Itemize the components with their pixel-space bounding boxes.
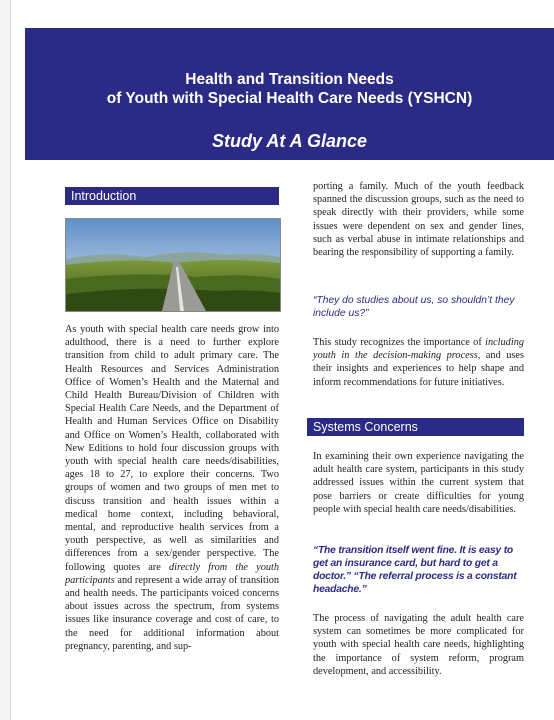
header-banner: [25, 28, 554, 160]
systems-paragraph-1: In examining their own experience navigating the adult health care system, participants in this study addressed issues within the current system that pose barriers or create difficulties for young people with special health care needs/disabilities.: [313, 451, 524, 515]
document-title: [25, 70, 554, 108]
recognition-text-italic: including youth in the decision-making process: [313, 337, 524, 362]
section-heading-systems-concerns: Systems Concerns: [307, 418, 524, 436]
continued-paragraph: porting a family. Much of the youth feedback spanned the discussion groups, such as the need to speak directly with their providers, while some issues were dependent on sex and gender lines, such as verbal abuse in intimate relationships and bearing the responsibility of supporting a family.: [313, 181, 524, 259]
intro-text-italic: directly from the youth participants: [65, 561, 279, 586]
recognition-paragraph: [313, 336, 524, 389]
systems-paragraph-2: The process of navigating the adult health care system can sometimes be more complicated for youth with special health care needs, highlighting the importance of system reform, program development, and accessibility.: [313, 613, 524, 677]
recognition-text-end: , and uses their insights and experiences to help shape and inform recommendations for future initiatives.: [313, 350, 524, 388]
pull-quote-1: “They do studies about us, so shouldn’t they include us?”: [313, 295, 515, 319]
road-landscape-illustration: [66, 219, 280, 311]
intro-text-start: As youth with special health care needs grow into adulthood, there is a need to further explore transition from child to adult primary care. The Health Resources and Services Administration Office of Women’s Health and the Maternal and Child Health Bureau/Division of Children with Special Health Care Needs, and the Department of Health and Human Services Office on Disability and Office on Women’s Health, collaborated with New Editions to hold four discussion groups with youth with special health care needs/disabilities, ages 18 to 27, to explore their concerns. Two groups of women and two groups of men met to discuss transition and health issues within a medical home context, including behavioral, mental, and reproductive health services from a youth perspective, as well as similarities and differences from a sex/gender perspective. The following quotes are: [65, 324, 279, 573]
recognition-text-start: This study recognizes the importance of: [313, 337, 486, 348]
intro-paragraph: [65, 323, 279, 653]
document-subtitle: Study At A Glance: [211, 131, 368, 151]
section-heading-introduction: Introduction: [65, 187, 279, 205]
title-line-1: Health and Transition Needs: [185, 71, 394, 88]
road-landscape-image: [65, 218, 281, 312]
intro-text-end: and represent a wide array of transition and health needs. The participants voiced concerns about issues across the spectrum, from systems issues like insurance coverage and cost of care, to the need for additional information about pregnancy, parenting, and sup-: [65, 574, 279, 652]
title-line-2: of Youth with Special Health Care Needs (YSHCN): [106, 90, 473, 107]
pull-quote-2: “The transition itself went fine. It is easy to get an insurance card, but hard to get a doctor.” “The referral process is a constant headache.”: [313, 545, 517, 595]
page-edge: [0, 0, 11, 720]
